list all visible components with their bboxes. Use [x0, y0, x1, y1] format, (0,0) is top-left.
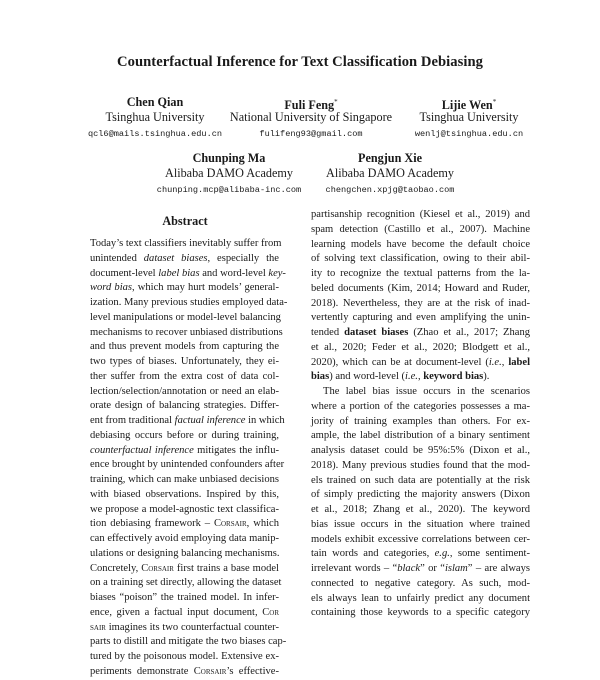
text-line: orate design of balancing strategies. Differ-: [90, 400, 279, 412]
author-affiliation: Tsinghua University: [419, 110, 519, 124]
text-line: word bias, which may hurt models’ general-: [90, 282, 279, 294]
text-line: and thus prevent models from capturing the: [90, 341, 279, 353]
author-affiliation: National University of Singapore: [229, 110, 393, 124]
author-5: [300, 151, 480, 197]
text-line: tion debiasing framework – Corsair, which: [90, 518, 279, 530]
text-line: document-level label bias and word-level key-: [90, 267, 286, 279]
author-2: [222, 95, 400, 141]
text-line: The label bias issue occurs in the scenarios: [323, 386, 530, 397]
text-line: Concretely, Corsair first trains a base model: [90, 562, 279, 574]
author-email: fulifeng93@gmail.com: [259, 129, 363, 139]
text-line: Today’s text classifiers inevitably suffer from: [90, 238, 282, 249]
text-line: ent from traditional factual inference in which: [90, 415, 285, 426]
text-line: learning models have become the default choice: [311, 238, 530, 250]
text-line: 2018). Many previous studies found that the mod-: [311, 459, 530, 471]
author-name: Pengjun Xie: [358, 151, 422, 165]
author-email: qcl6@mails.tsinghua.edu.cn: [87, 129, 223, 139]
text-line: sair imagines its two counterfactual counter-: [90, 621, 279, 633]
author-name: Fuli Feng*: [284, 98, 338, 113]
introduction-body: [311, 208, 530, 621]
text-line: on a training set directly, allowing the dataset: [90, 577, 282, 589]
text-line: bias issue occurs in the situation where trained: [311, 518, 530, 530]
text-line: of simply predicting the majority answers (Dixon: [311, 489, 530, 501]
text-line: two types of biases. Unfortunately, they ei-: [90, 356, 279, 367]
text-line: irrelevant words – “black” or “islam” – are always: [311, 563, 530, 574]
text-line: 2018). Nevertheless, they are at the risk of inad-: [311, 297, 530, 309]
text-line: ization. Many previous studies employed data-: [90, 297, 288, 308]
text-line: with biased observations. Inspired by this,: [90, 488, 279, 500]
text-line: ulations or designing balancing mechanisms.: [90, 547, 280, 559]
paper-title: Counterfactual Inference for Text Classification Debiasing: [117, 54, 483, 70]
text-line: where a portion of the categories possesses a ma-: [311, 400, 530, 412]
text-line: et al., 2020; Feder et al., 2020; Blodgett et al.,: [311, 341, 530, 353]
corresponding-mark: *: [334, 98, 338, 106]
text-line: debiasing occurs before or during training,: [90, 429, 279, 441]
author-email: wenlj@tsinghua.edu.cn: [414, 129, 524, 139]
text-line: tain words and categories, e.g., some sentiment-: [311, 548, 530, 560]
author-name: Chen Qian: [126, 95, 184, 109]
text-line: containing those keywords to a specific category: [311, 607, 530, 619]
text-line: ence, given a factual input document, Cor: [90, 606, 279, 618]
text-line: biases “poison” the trained model. In infer-: [90, 592, 279, 603]
author-email: chengchen.xpjg@taobao.com: [325, 185, 455, 195]
text-line: models exhibit excessive correlations between cer-: [311, 533, 530, 545]
text-line: beled documents (Kim, 2014; Howard and Ruder,: [311, 282, 530, 294]
text-line: counterfactual inference mitigates the influ-: [90, 444, 279, 456]
text-line: ence brought by unintended confounders after: [90, 459, 285, 471]
author-email: chunping.mcp@alibaba-inc.com: [156, 185, 302, 195]
text-line: of solving text classification, owing to their abil-: [311, 253, 530, 265]
text-line: ample, the label distribution of a binary sentiment: [311, 430, 530, 442]
text-line: connected to negative category. As such, mod-: [311, 577, 530, 589]
text-line: 2020), which can be at document-level (i.e., label: [311, 356, 530, 368]
author-3: [380, 95, 558, 141]
author-affiliation: Alibaba DAMO Academy: [326, 166, 454, 180]
text-line: analysis dataset could be 95%:5% (Dixon et al.,: [311, 445, 530, 456]
corresponding-mark: *: [492, 98, 497, 106]
text-line: ity to recognize the textual patterns from the la-: [311, 268, 530, 279]
text-line: periments demonstrate Corsair’s effective-: [90, 665, 279, 677]
text-line: can effectively avoid employing data manip-: [90, 533, 279, 544]
text-line: unintended dataset biases, especially the: [90, 252, 279, 264]
text-line: els trained on such data are potentially at the risk: [311, 474, 530, 486]
text-line: vertently capturing and even amplifying the unin-: [311, 312, 530, 324]
author-4: [136, 151, 322, 197]
abstract-body: [90, 237, 288, 680]
text-line: we propose a model-agnostic text classifica-: [90, 503, 279, 515]
text-line: parts to distill and mitigate the two biases cap-: [90, 636, 287, 648]
text-line: et al., 2018; Zhang et al., 2020). The keyword: [311, 504, 530, 515]
text-line: training, which can make unbiased decisions: [90, 474, 279, 485]
text-line: ther suffer from the extra cost of data col-: [90, 370, 279, 382]
author-name: Lijie Wen*: [441, 98, 497, 113]
text-line: els always lean to unfairly predict any document: [311, 592, 530, 604]
text-line: spam detection (Castillo et al., 2007). Machine: [311, 223, 530, 235]
text-line: jority of training examples than others. For ex-: [311, 415, 530, 427]
text-line: tured by the poisonous model. Extensive ex-: [90, 651, 279, 662]
text-line: bias) and word-level (i.e., keyword bias).: [311, 371, 490, 383]
text-line: mechanisms to recover unbiased distributions: [90, 326, 283, 338]
author-affiliation: Tsinghua University: [105, 110, 205, 124]
author-affiliation: Alibaba DAMO Academy: [165, 166, 293, 180]
text-line: tended dataset biases (Zhao et al., 2017; Zhang: [311, 327, 530, 338]
author-name: Chunping Ma: [192, 151, 266, 165]
author-1: [66, 95, 244, 141]
text-line: partisanship recognition (Kiesel et al., 2019) and: [311, 209, 530, 220]
text-line: level manipulations or model-level balancing: [90, 311, 281, 323]
abstract-heading: Abstract: [162, 214, 208, 228]
text-line: lection/selection/annotation or need an elab-: [90, 385, 279, 397]
